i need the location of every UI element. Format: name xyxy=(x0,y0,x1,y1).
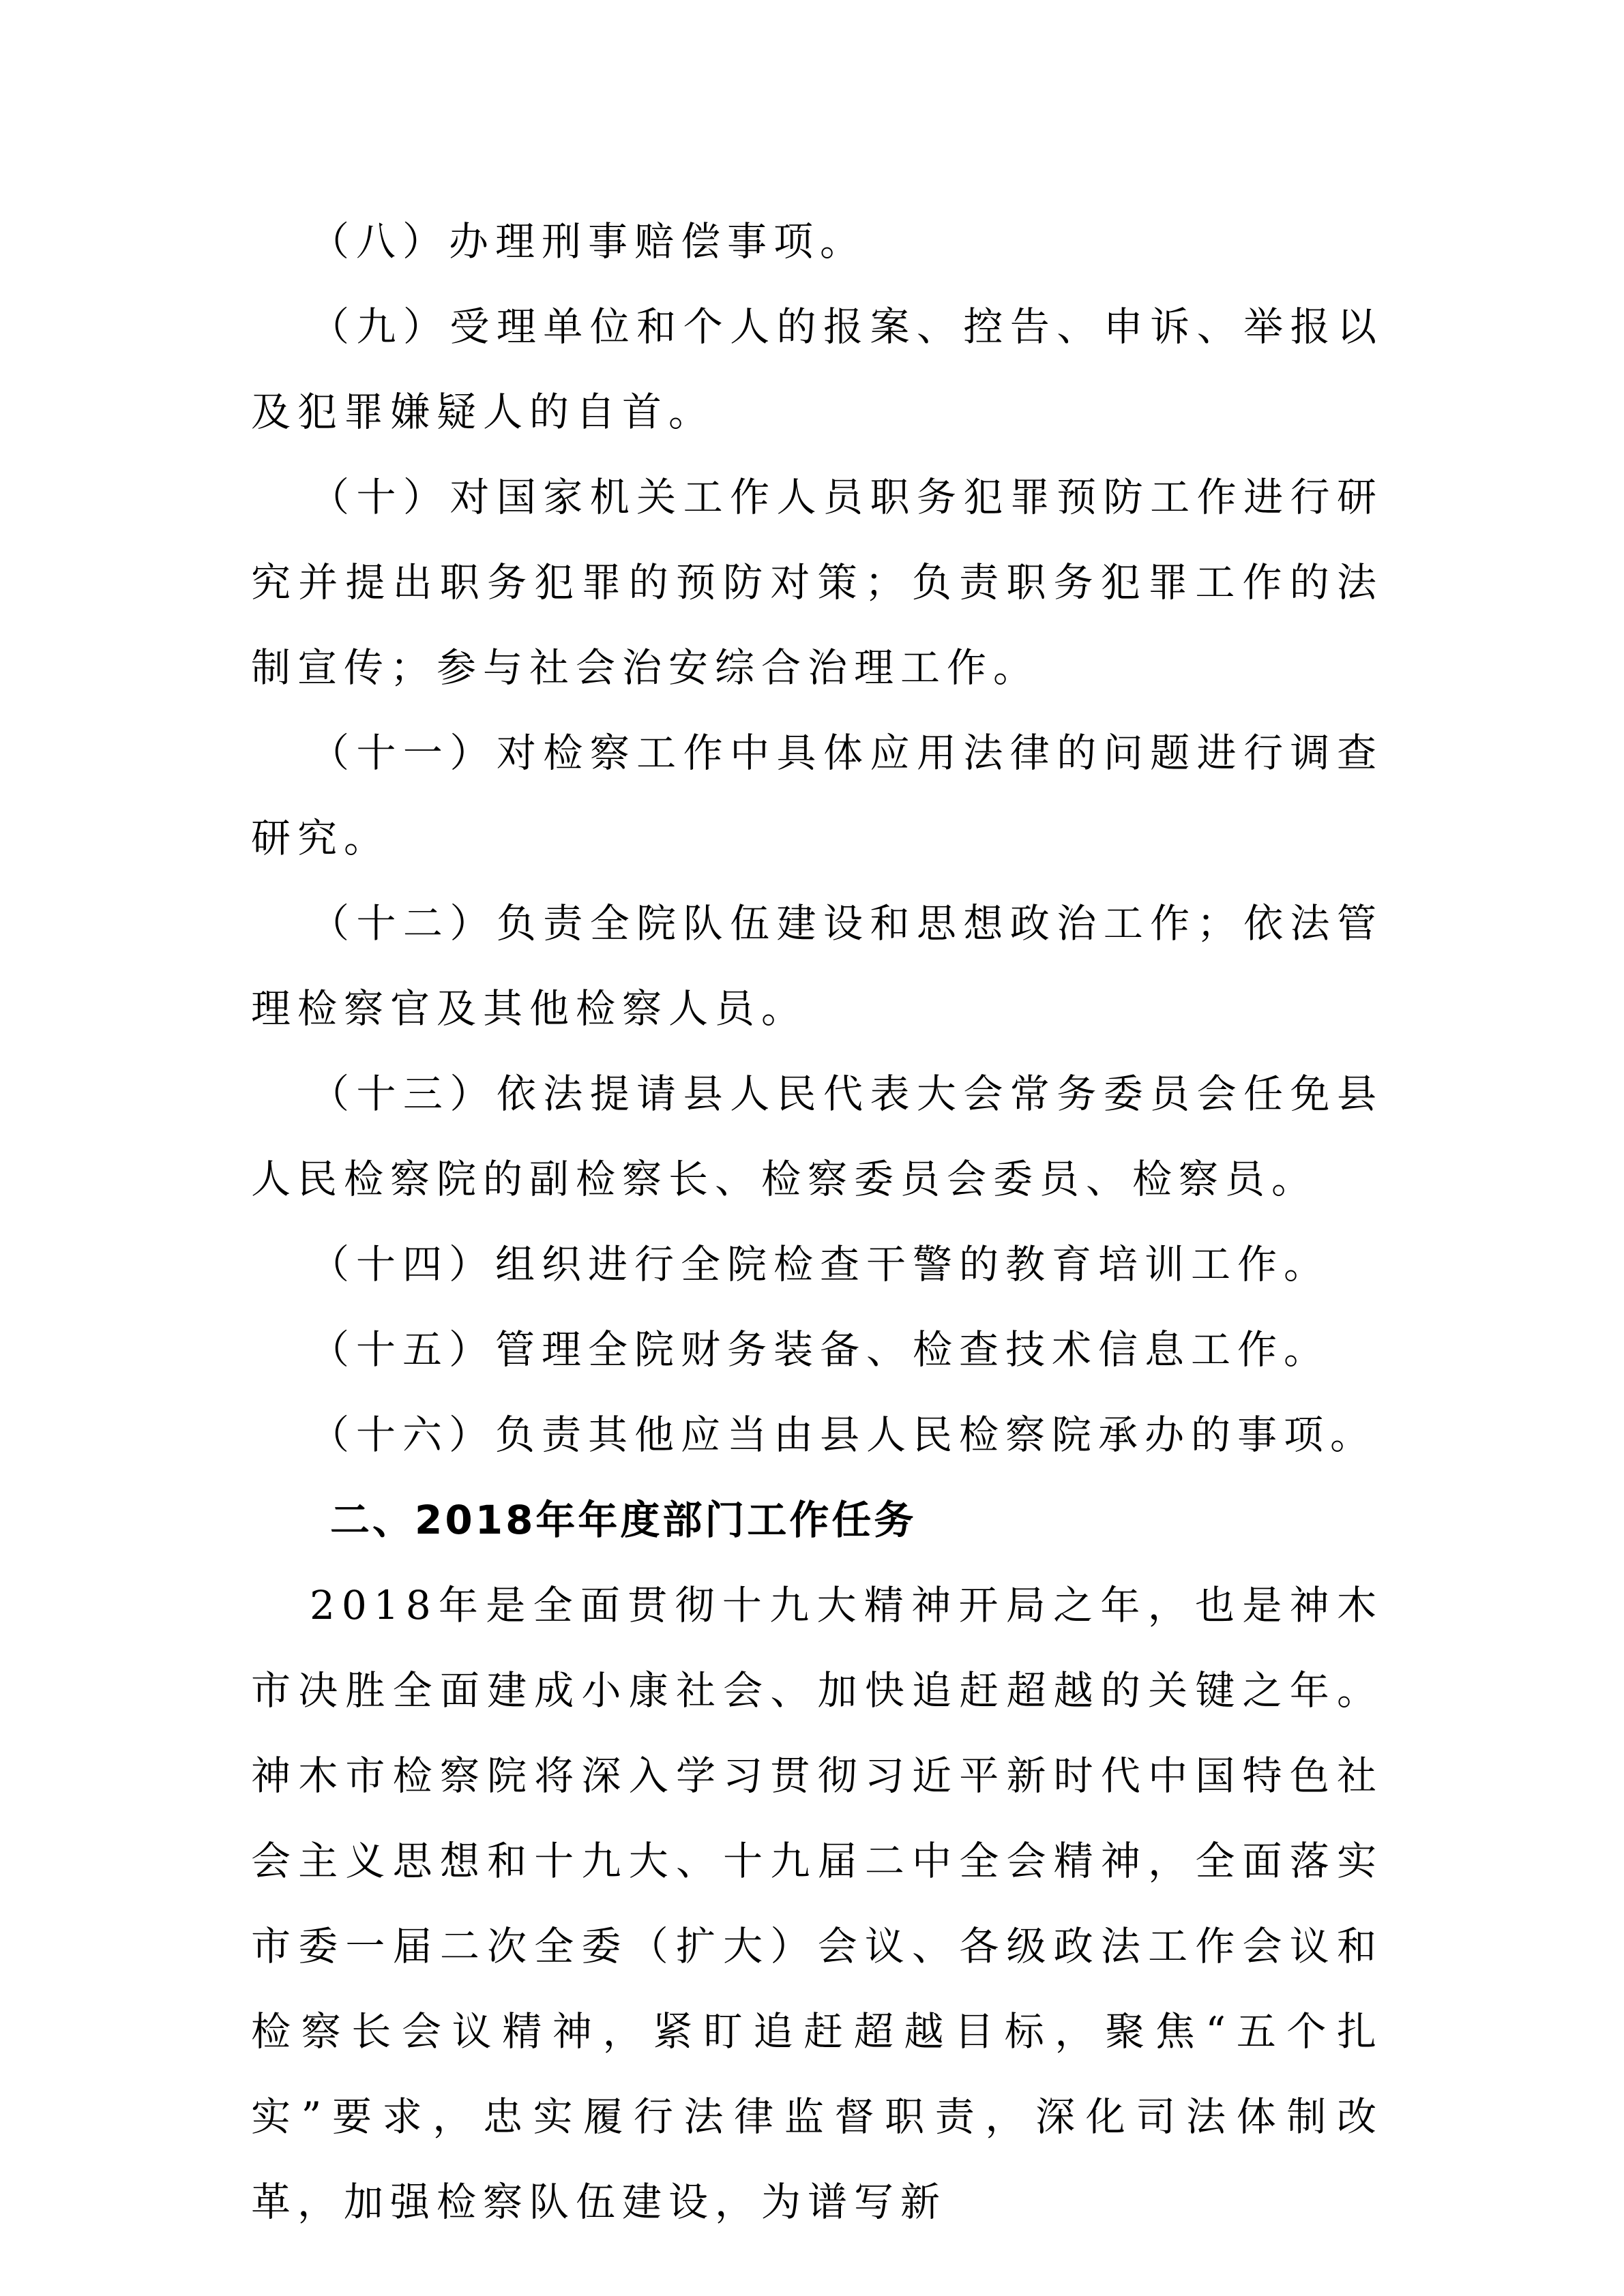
list-item-14: （十四）组织进行全院检查干警的教育培训工作。 xyxy=(310,1241,1331,1287)
list-item-13: （十三）依法提请县人民代表大会常务委员会任免县人民检察院的副检察长、检察委员会委员、检察员。 xyxy=(251,1071,1383,1202)
list-item-10: （十）对国家机关工作人员职务犯罪预防工作进行研究并提出职务犯罪的预防对策；负责职务犯罪工作的法制宣传；参与社会治安综合治理工作。 xyxy=(251,474,1383,691)
list-item-15: （十五）管理全院财务装备、检查技术信息工作。 xyxy=(310,1326,1331,1373)
list-item-12: （十二）负责全院队伍建设和思想政治工作；依法管理检察官及其他检察人员。 xyxy=(251,900,1383,1032)
list-item-16: （十六）负责其他应当由县人民检察院承办的事项。 xyxy=(310,1412,1377,1458)
section-heading: 二、2018年年度部门工作任务 xyxy=(330,1497,917,1543)
list-item-8: （八）办理刑事赔偿事项。 xyxy=(310,218,867,265)
list-item-9: （九）受理单位和个人的报案、控告、申诉、举报以及犯罪嫌疑人的自首。 xyxy=(251,303,1383,435)
section-paragraph: 2018年是全面贯彻十九大精神开局之年，也是神木市决胜全面建成小康社会、加快追赶超越的关键之年。神木市检察院将深入学习贯彻习近平新时代中国特色社会主义思想和十九大、十九届二中全会精神，全面落实市委一届二次全委（扩大）会议、各级政法工作会议和检察长会议精神，紧盯追赶超越目标，聚焦“五个扎实”要求，忠实履行法律监督职责，深化司法体制改革，加强检察队伍建设，为谱写新 xyxy=(251,1582,1383,2225)
list-item-11: （十一）对检察工作中具体应用法律的问题进行调查研究。 xyxy=(251,730,1383,861)
document-body xyxy=(251,199,1383,2245)
